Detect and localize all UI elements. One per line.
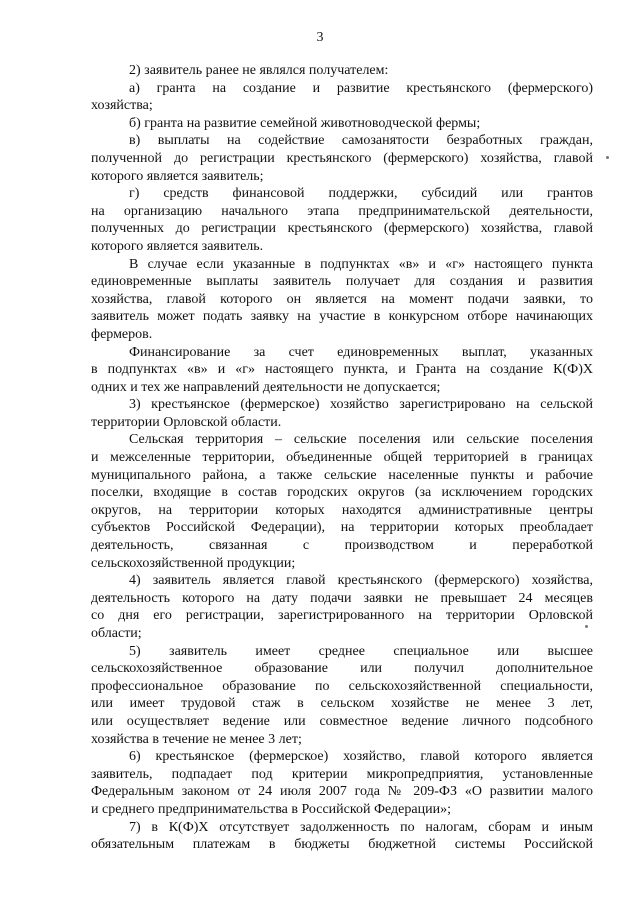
text-line: территории Орловской области. [91,414,282,430]
text-line: г) средств финансовой поддержки, субсидий или грантов [129,186,593,202]
text-line: со дня его регистрации, зарегистрированного на территории Орловской [91,608,593,624]
text-line: В случае если указанные в подпунктах «в» и «г» настоящего пункта [129,256,593,272]
text-line: 3) крестьянское (фермерское) хозяйство зарегистрировано на сельской [129,397,593,413]
text-line: в) выплаты на содействие самозанятости безработных граждан, [129,133,593,149]
text-line: муниципального района, а также сельские населенные пункты и рабочие [91,467,593,483]
text-line: Финансирование за счет единовременных выплат, указанных [129,344,593,360]
text-line: Сельская территория – сельские поселения или сельские поселения [129,432,593,448]
text-line: поселки, входящие в состав городских округов (за исключением городских [91,485,593,501]
text-line: деятельность, связанная с производством и переработкой [91,538,593,554]
text-line: или имеет трудовой стаж в сельском хозяйстве не менее 3 лет, [91,696,593,712]
text-line: сельскохозяйственной продукции; [91,555,296,571]
text-line: сельскохозяйственное образование или получил дополнительное [91,661,593,677]
paragraph [91,115,593,133]
text-line: хозяйства, главой которого он является на момент подачи заявки, то [91,291,593,307]
text-line: полученной до регистрации крестьянского (фермерского) хозяйства, главой [91,150,593,166]
text-line: округов, на территории которых находятся административные центры [91,502,593,518]
text-line: Федеральным законом от 24 июля 2007 года № 209-ФЗ «О развитии малого [91,784,593,800]
paragraph [91,431,593,572]
paragraph [91,572,593,642]
text-line: фермеров. [91,326,153,342]
text-line: которого является заявитель; [91,168,264,184]
text-line: одних и тех же направлений деятельности не допускается; [91,379,441,395]
text-line: обязательным платежам в бюджеты бюджетной системы Российской [91,837,593,853]
text-line: и межселенные территории, объединенные общей территорией в границах [91,450,593,466]
text-line: единовременные выплаты заявитель получает для создания и развития [91,274,593,290]
text-line: хозяйства; [91,98,153,114]
page-number: 3 [316,30,324,45]
text-line: 2) заявитель ранее не являлся получателем: [129,63,389,78]
paragraph [91,132,593,185]
text-line: на организацию начального этапа предпринимательской деятельности, [91,203,593,219]
document-body [91,62,593,854]
scan-speck [606,156,609,159]
text-line: которого является заявитель. [91,238,264,254]
paragraph [91,643,593,749]
paragraph [91,396,593,431]
paragraph [91,344,593,397]
text-line: профессиональное образование по сельскохозяйственной специальности, [91,678,593,694]
text-line: хозяйства в течение не менее 3 лет; [91,731,302,747]
text-line: заявитель может подать заявку на участие в конкурсном отборе начинающих [91,309,593,325]
text-line: 6) крестьянское (фермерское) хозяйство, главой которого является [129,749,593,765]
text-line: деятельность которого на дату подачи заявки не превышает 24 месяцев [91,590,593,606]
text-line: заявитель, подпадает под критерии микропредприятия, установленные [91,766,593,782]
text-line: полученных до регистрации крестьянского (фермерского) хозяйства, главой [91,221,593,237]
text-line: б) гранта на развитие семейной животноводческой фермы; [129,115,481,131]
paragraph [91,748,593,818]
paragraph [91,62,593,80]
scan-speck [585,625,588,628]
text-line: 7) в К(Ф)Х отсутствует задолженность по налогам, сборам и иным [129,819,593,835]
text-line: субъектов Российской Федерации), на территории которых преобладает [91,520,593,536]
text-line: и среднего предпринимательства в Российской Федерации»; [91,801,451,817]
text-line: а) гранта на создание и развитие крестьянского (фермерского) [129,80,593,96]
text-line: области; [91,626,142,641]
text-line: в подпунктах «в» и «г» настоящего пункта, и Гранта на создание К(Ф)Х [91,362,593,378]
paragraph [91,256,593,344]
paragraph [91,819,593,854]
text-line: или осуществляет ведение или совместное ведение личного подсобного [91,713,593,729]
paragraph [91,185,593,255]
paragraph [91,80,593,115]
text-line: 4) заявитель является главой крестьянского (фермерского) хозяйства, [129,573,593,589]
text-line: 5) заявитель имеет среднее специальное или высшее [129,643,593,659]
